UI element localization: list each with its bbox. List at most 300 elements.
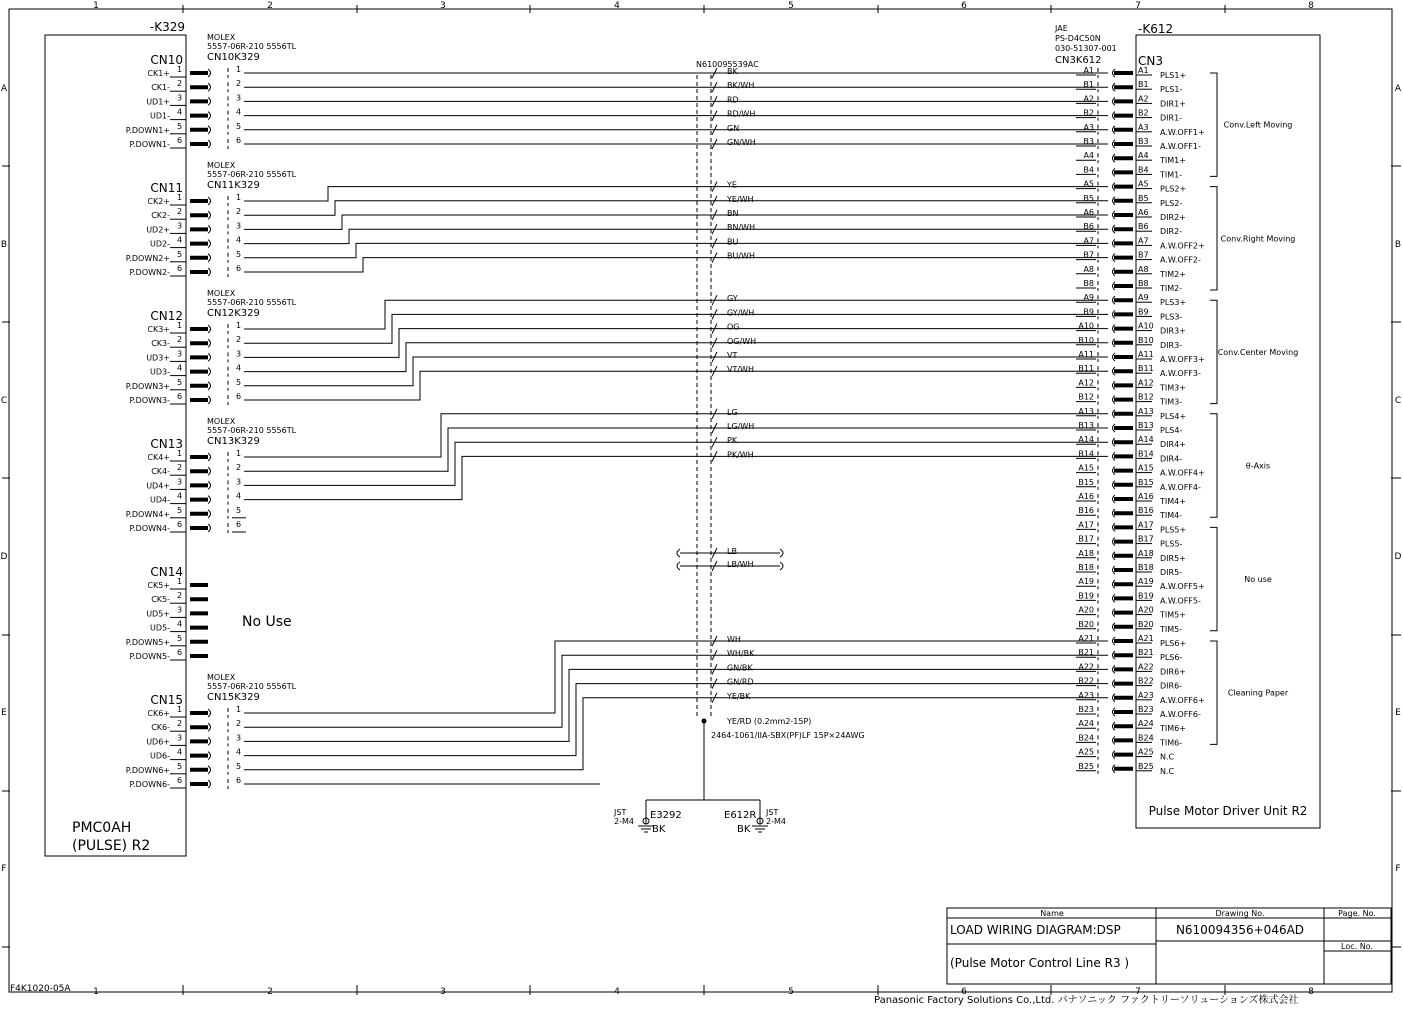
- pin-id: A2: [1083, 94, 1094, 104]
- pin-id-mate: A14: [1138, 435, 1154, 445]
- pin-number: 2: [177, 79, 183, 89]
- left-unit-k329: [45, 20, 297, 856]
- wire-color-label: BN: [727, 209, 739, 218]
- pin-id-mate: A5: [1138, 179, 1149, 189]
- signal-label: A.W.OFF2+: [1160, 241, 1205, 251]
- pin-id-mate: B8: [1138, 279, 1149, 288]
- socket-mark: [208, 69, 211, 77]
- signal-label: DIR5-: [1160, 568, 1183, 577]
- connector-maker: MOLEX: [207, 161, 236, 170]
- ground-jst: JST: [614, 808, 627, 817]
- pin-number: 1: [177, 321, 183, 330]
- socket-mark: [208, 325, 211, 333]
- wire-color-label: GN/BK: [727, 663, 753, 673]
- pin-id: B1: [1083, 80, 1094, 90]
- pin-number-mate: 1: [236, 321, 242, 330]
- pin-number-mate: 6: [236, 392, 242, 401]
- signal-label: UD6-: [150, 751, 170, 761]
- pin-id: B25: [1078, 761, 1094, 771]
- pin-id-mate: B15: [1138, 477, 1154, 487]
- connector-cn11: CN11: [150, 181, 183, 195]
- col-label-top: 6: [961, 1, 967, 11]
- pin-number: 5: [177, 377, 183, 387]
- pin-number-mate: 2: [236, 463, 242, 473]
- pin-id-mate: A24: [1138, 719, 1154, 729]
- signal-label: P.DOWN2-: [129, 268, 170, 277]
- signal-label: P.DOWN4-: [129, 524, 170, 533]
- cable-spec-1: YE/RD (0.2mm2-15P): [727, 717, 812, 726]
- pin-id: B22: [1078, 676, 1094, 686]
- wire: [244, 229, 1108, 246]
- socket-mark: [208, 481, 211, 489]
- wire-color-label: BN/WH: [727, 223, 756, 233]
- pin-id: B3: [1083, 137, 1094, 146]
- signal-label: P.DOWN5-: [129, 652, 170, 661]
- pin-number: 1: [177, 449, 183, 458]
- socket-mark: [208, 496, 211, 504]
- signal-label: P.DOWN6+: [125, 765, 170, 775]
- pin-id: B21: [1078, 648, 1094, 658]
- pin-id-mate: B20: [1138, 619, 1154, 629]
- group-label: Conv.Right Moving: [1220, 234, 1296, 244]
- connector-label: CN10K329: [207, 52, 260, 63]
- pin-id: A22: [1078, 662, 1094, 672]
- pin-number-mate: 5: [236, 505, 242, 515]
- signal-label: CK1-: [151, 83, 170, 93]
- pin-id-mate: A3: [1138, 122, 1149, 132]
- col-label-bottom: 7: [1135, 987, 1141, 997]
- signal-label: TIM6-: [1160, 738, 1183, 748]
- pin-number: 5: [177, 121, 183, 131]
- tb-drawing-header: Drawing No.: [1215, 909, 1265, 918]
- pin-number-mate: 3: [236, 477, 242, 487]
- signal-label: P.DOWN1+: [125, 125, 170, 135]
- signal-label: UD3+: [146, 353, 170, 363]
- pin-number-mate: 4: [236, 107, 242, 117]
- pin-id: A9: [1083, 293, 1094, 303]
- pin-id: A17: [1078, 520, 1094, 530]
- group-bracket: [1210, 73, 1217, 176]
- signal-label: DIR4+: [1160, 440, 1186, 450]
- pin-id: B16: [1078, 506, 1094, 516]
- pin-number-mate: 3: [236, 221, 242, 231]
- tb-page-header: Page. No.: [1338, 909, 1376, 918]
- signal-label: CK3+: [147, 325, 170, 334]
- group-bracket: [1210, 300, 1217, 403]
- wire: [244, 669, 1108, 741]
- signal-label: PLS3+: [1160, 298, 1187, 308]
- pin-number: 4: [177, 107, 183, 117]
- pin-number: 5: [177, 505, 183, 515]
- socket-mark: [208, 510, 211, 518]
- signal-label: UD3-: [150, 367, 170, 377]
- connector-cn15: CN15: [150, 693, 183, 707]
- signal-label: P.DOWN1-: [129, 140, 170, 149]
- pin-id: A4: [1083, 151, 1094, 161]
- signal-label: CK6-: [151, 723, 170, 733]
- pin-number-mate: 1: [236, 449, 242, 458]
- pin-id-mate: A23: [1138, 690, 1154, 700]
- pin-number-mate: 2: [236, 207, 242, 217]
- connector-maker: MOLEX: [207, 673, 236, 682]
- pin-id-mate: A20: [1138, 605, 1154, 615]
- socket-mark: [208, 225, 211, 233]
- signal-label: PLS5+: [1160, 525, 1187, 535]
- wire: [244, 442, 1108, 485]
- pin-number: 3: [177, 93, 183, 103]
- signal-label: DIR2-: [1160, 227, 1183, 237]
- signal-label: TIM1+: [1160, 156, 1186, 166]
- pin-id-mate: B12: [1138, 392, 1154, 402]
- connector-label: CN3K612: [1055, 55, 1102, 66]
- connector-part: 5557-06R-210 5556TL: [207, 682, 297, 691]
- tb-name-header: Name: [1040, 909, 1064, 918]
- unit-ref-k612: -K612: [1138, 22, 1174, 36]
- title-block: [10, 908, 1391, 1006]
- pin-id-mate: A15: [1138, 463, 1154, 473]
- wire-color-label: OG: [727, 322, 740, 332]
- unit-name: Pulse Motor Driver Unit R2: [1148, 804, 1308, 818]
- pin-id-mate: B10: [1138, 335, 1154, 345]
- signal-label: PLS2+: [1160, 184, 1187, 194]
- pin-number: 6: [177, 392, 183, 401]
- right-unit-k612: [1054, 22, 1320, 828]
- pin-id: B19: [1078, 591, 1094, 601]
- pin-number-mate: 6: [236, 776, 242, 785]
- pin-id-mate: B17: [1138, 534, 1154, 544]
- signal-label: DIR5+: [1160, 553, 1186, 563]
- wire: [244, 456, 1108, 499]
- row-label-right: C: [1394, 396, 1402, 406]
- pin-number-mate: 4: [236, 491, 242, 501]
- signal-label: A.W.OFF4-: [1160, 482, 1201, 492]
- socket-mark: [208, 339, 211, 347]
- pin-id-mate: A6: [1138, 208, 1149, 217]
- signal-label: TIM1-: [1160, 170, 1183, 180]
- row-label-right: B: [1394, 240, 1402, 250]
- connector-maker: MOLEX: [207, 33, 236, 42]
- wire-color-label: YE: [727, 180, 737, 190]
- signal-label: TIM6+: [1160, 724, 1186, 734]
- pin-id: A14: [1078, 435, 1094, 445]
- socket-mark: [208, 112, 211, 120]
- connector-cn13: CN13: [150, 437, 183, 451]
- signal-label: PLS6-: [1160, 653, 1183, 663]
- pin-id: A8: [1083, 264, 1094, 274]
- connector-maker: MOLEX: [207, 289, 236, 298]
- pin-id: A15: [1078, 463, 1094, 473]
- pin-id: A3: [1083, 122, 1094, 132]
- signal-label: A.W.OFF5-: [1160, 596, 1201, 606]
- pin-number-mate: 4: [236, 747, 242, 757]
- signal-label: CK5-: [151, 595, 170, 605]
- signal-label: A.W.OFF1+: [1160, 127, 1205, 137]
- signal-label: A.W.OFF1-: [1160, 142, 1201, 151]
- pin-number: 6: [177, 776, 183, 785]
- pin-id-mate: A1: [1138, 66, 1149, 75]
- wire-color-label: OG/WH: [727, 336, 757, 346]
- signal-label: N.C: [1160, 766, 1175, 776]
- pin-id-mate: B19: [1138, 591, 1154, 601]
- wire-color-label: YE/WH: [727, 194, 754, 204]
- socket-mark: [208, 766, 211, 774]
- pin-number: 1: [177, 705, 183, 714]
- group-label: θ-Axis: [1245, 461, 1271, 471]
- signal-label: CK2-: [151, 211, 170, 221]
- signal-label: PLS1+: [1160, 71, 1187, 80]
- pin-id: B14: [1078, 449, 1094, 459]
- pin-id: B23: [1078, 705, 1094, 714]
- connector-label: CN12K329: [207, 308, 260, 319]
- col-label-bottom: 8: [1308, 987, 1314, 997]
- pin-number-mate: 3: [236, 733, 242, 743]
- signal-label: UD2-: [150, 239, 170, 249]
- wire-color-label: LG: [727, 407, 738, 417]
- col-label-top: 8: [1308, 1, 1314, 11]
- ground-ref: E3292: [650, 810, 682, 821]
- socket-mark: [208, 211, 211, 219]
- spare-wire-end: [780, 549, 783, 557]
- socket-mark: [208, 268, 211, 276]
- pin-number-mate: 1: [236, 193, 242, 202]
- wire-color-label: GY/WH: [727, 308, 755, 318]
- wire-color-label: BU/WH: [727, 251, 755, 261]
- signal-label: UD1+: [146, 97, 170, 107]
- pin-number: 4: [177, 619, 183, 629]
- pin-id-mate: A21: [1138, 634, 1154, 643]
- unit-name-line2: (PULSE) R2: [72, 838, 151, 854]
- pin-number: 1: [177, 193, 183, 202]
- connector-label: CN13K329: [207, 436, 260, 447]
- signal-label: A.W.OFF3-: [1160, 369, 1201, 379]
- signal-label: PLS4+: [1160, 411, 1187, 421]
- pin-number: 4: [177, 747, 183, 757]
- signal-label: UD5+: [146, 609, 170, 619]
- signal-label: P.DOWN2+: [125, 253, 170, 263]
- pin-number: 4: [177, 363, 183, 373]
- connector-cn12: CN12: [150, 309, 183, 323]
- ground-color: BK: [652, 824, 666, 835]
- pin-number-mate: 1: [236, 705, 242, 714]
- tb-drawing-no: N610094356+046AD: [1175, 923, 1305, 937]
- row-label-right: F: [1395, 864, 1401, 874]
- socket-mark: [208, 752, 211, 760]
- pin-id: A24: [1078, 719, 1094, 729]
- signal-label: P.DOWN6-: [129, 780, 170, 789]
- wire: [244, 215, 1108, 232]
- connector-label: CN15K329: [207, 692, 260, 703]
- unit-name-line1: PMC0AH: [72, 820, 132, 836]
- socket-mark: [208, 524, 211, 532]
- signal-label: UD1-: [150, 111, 170, 121]
- no-use-label: No Use: [242, 614, 292, 630]
- pin-id-mate: B24: [1138, 733, 1154, 743]
- pin-id-mate: B5: [1138, 193, 1149, 203]
- pin-id-mate: B22: [1138, 676, 1154, 686]
- connector-part: 5557-06R-210 5556TL: [207, 426, 297, 435]
- pin-number: 6: [177, 136, 183, 145]
- socket-mark: [208, 97, 211, 105]
- wire: [244, 641, 1108, 713]
- socket-mark: [208, 197, 211, 205]
- signal-label: UD6+: [146, 737, 170, 747]
- pin-number-mate: 6: [236, 520, 242, 529]
- wire: [244, 698, 1108, 770]
- pin-id: B7: [1083, 250, 1094, 260]
- pin-id-mate: B13: [1138, 421, 1154, 430]
- pin-number: 2: [177, 591, 183, 601]
- signal-label: CK2+: [147, 197, 170, 206]
- pin-id: B9: [1083, 307, 1094, 317]
- pin-id: A25: [1078, 747, 1094, 757]
- ground-size: 2-M4: [614, 817, 634, 826]
- wire-color-label: WH/BK: [727, 649, 755, 659]
- pin-number-mate: 1: [236, 65, 242, 74]
- pin-id: A12: [1078, 378, 1094, 388]
- signal-label: A.W.OFF6+: [1160, 695, 1205, 705]
- pin-id-mate: B18: [1138, 563, 1154, 572]
- pin-id: B15: [1078, 477, 1094, 487]
- row-label-right: A: [1394, 84, 1402, 94]
- pin-id-mate: B6: [1138, 222, 1149, 232]
- pin-number: 3: [177, 477, 183, 487]
- connector-maker: JAE: [1055, 24, 1068, 33]
- wire-color-label: BU: [727, 237, 739, 247]
- group-bracket: [1210, 527, 1217, 630]
- pin-number-mate: 4: [236, 235, 242, 245]
- pin-number-mate: 6: [236, 264, 242, 273]
- wire-color-label: WH: [727, 635, 741, 644]
- group-label: Conv.Left Moving: [1223, 120, 1293, 130]
- pin-id-mate: B9: [1138, 307, 1149, 317]
- wire-color-label: BK/WH: [727, 81, 755, 91]
- pin-id: B2: [1083, 108, 1094, 118]
- pin-number-mate: 4: [236, 363, 242, 373]
- pin-id-mate: A4: [1138, 151, 1149, 161]
- group-label: No use: [1244, 575, 1272, 585]
- pin-number-mate: 3: [236, 349, 242, 359]
- row-label-left: D: [0, 552, 8, 562]
- connector-part: 5557-06R-210 5556TL: [207, 42, 297, 51]
- pin-id: B11: [1078, 364, 1094, 374]
- signal-label: DIR6+: [1160, 667, 1186, 677]
- pin-id: A5: [1083, 179, 1094, 189]
- wire-color-label: GY: [727, 294, 738, 304]
- pin-id: B4: [1083, 165, 1094, 175]
- signal-label: A.W.OFF3+: [1160, 355, 1205, 364]
- pin-id-mate: B21: [1138, 648, 1154, 658]
- group-bracket: [1210, 414, 1217, 517]
- pin-id: A7: [1083, 236, 1094, 246]
- signal-label: A.W.OFF2-: [1160, 255, 1201, 265]
- pin-id: B13: [1078, 421, 1094, 430]
- col-label-bottom: 1: [93, 987, 99, 997]
- ground-size: 2-M4: [766, 817, 786, 826]
- signal-label: TIM4+: [1160, 497, 1186, 506]
- tb-subtitle: (Pulse Motor Control Line R3 ): [950, 956, 1130, 970]
- signal-label: A.W.OFF6-: [1160, 710, 1201, 719]
- pin-id-mate: A11: [1138, 350, 1154, 359]
- pin-number-mate: 5: [236, 249, 242, 259]
- signal-label: DIR1-: [1160, 113, 1183, 123]
- pin-id: B6: [1083, 222, 1094, 232]
- socket-mark: [208, 353, 211, 361]
- signal-label: TIM2+: [1160, 269, 1186, 279]
- signal-label: CK1+: [147, 69, 170, 78]
- connector-label: CN11K329: [207, 180, 260, 191]
- tb-title: LOAD WIRING DIAGRAM:DSP: [950, 923, 1121, 937]
- pin-id-mate: A8: [1138, 264, 1149, 274]
- signal-label: P.DOWN3+: [125, 381, 170, 391]
- signal-label: TIM5-: [1160, 624, 1183, 634]
- pin-id-mate: B25: [1138, 761, 1154, 771]
- pin-number: 5: [177, 249, 183, 259]
- pin-id-mate: A12: [1138, 378, 1154, 388]
- signal-label: CK4-: [151, 467, 170, 477]
- socket-mark: [208, 737, 211, 745]
- connector-part2: 030-51307-001: [1055, 44, 1117, 53]
- pin-number: 2: [177, 463, 183, 473]
- signal-label: DIR3-: [1160, 340, 1183, 350]
- socket-mark: [208, 780, 211, 788]
- group-bracket: [1210, 641, 1217, 744]
- pin-id: A20: [1078, 605, 1094, 615]
- col-label-top: 1: [93, 1, 99, 11]
- pin-number: 5: [177, 633, 183, 643]
- col-label-bottom: 4: [614, 987, 620, 997]
- pin-number: 5: [177, 761, 183, 771]
- wire: [244, 428, 1108, 471]
- pin-number: 3: [177, 349, 183, 359]
- pin-number-mate: 6: [236, 136, 242, 145]
- socket-mark: [208, 254, 211, 262]
- socket-mark: [208, 126, 211, 134]
- pin-id-mate: B4: [1138, 165, 1149, 175]
- pin-id: B17: [1078, 534, 1094, 544]
- signal-label: PLS6+: [1160, 639, 1187, 648]
- wire-color-label: RD: [727, 95, 739, 105]
- socket-mark: [208, 368, 211, 376]
- wires-layer: [232, 73, 1108, 784]
- pin-id-mate: A7: [1138, 236, 1149, 246]
- wire: [244, 684, 1108, 756]
- wire-color-label: RD/WH: [727, 109, 756, 119]
- col-label-top: 2: [267, 1, 273, 11]
- pin-id: A19: [1078, 577, 1094, 587]
- pin-id: B12: [1078, 392, 1094, 402]
- pin-id: A18: [1078, 548, 1094, 558]
- cable-spec-2: 2464-1061/IIA-SBX(PF)LF 15P×24AWG: [711, 731, 865, 740]
- spare-wire-end: [677, 562, 680, 570]
- unit-ref-k329: -K329: [149, 20, 185, 34]
- pin-id-mate: B1: [1138, 80, 1149, 90]
- signal-label: A.W.OFF5+: [1160, 582, 1205, 592]
- signal-label: TIM4-: [1160, 511, 1183, 521]
- pin-number: 2: [177, 335, 183, 345]
- group-label: Cleaning Paper: [1227, 688, 1289, 698]
- pin-id-mate: A16: [1138, 492, 1154, 501]
- col-label-bottom: 3: [440, 987, 446, 997]
- pin-id-mate: A17: [1138, 520, 1154, 530]
- pin-number: 6: [177, 648, 183, 657]
- col-label-bottom: 5: [788, 987, 794, 997]
- pin-id-mate: B3: [1138, 137, 1149, 146]
- wire-color-label: LB/WH: [727, 560, 754, 569]
- signal-label: DIR3+: [1160, 326, 1186, 336]
- connector-maker: MOLEX: [207, 417, 236, 426]
- pin-id-mate: A18: [1138, 548, 1154, 558]
- pin-id-mate: A13: [1138, 406, 1154, 416]
